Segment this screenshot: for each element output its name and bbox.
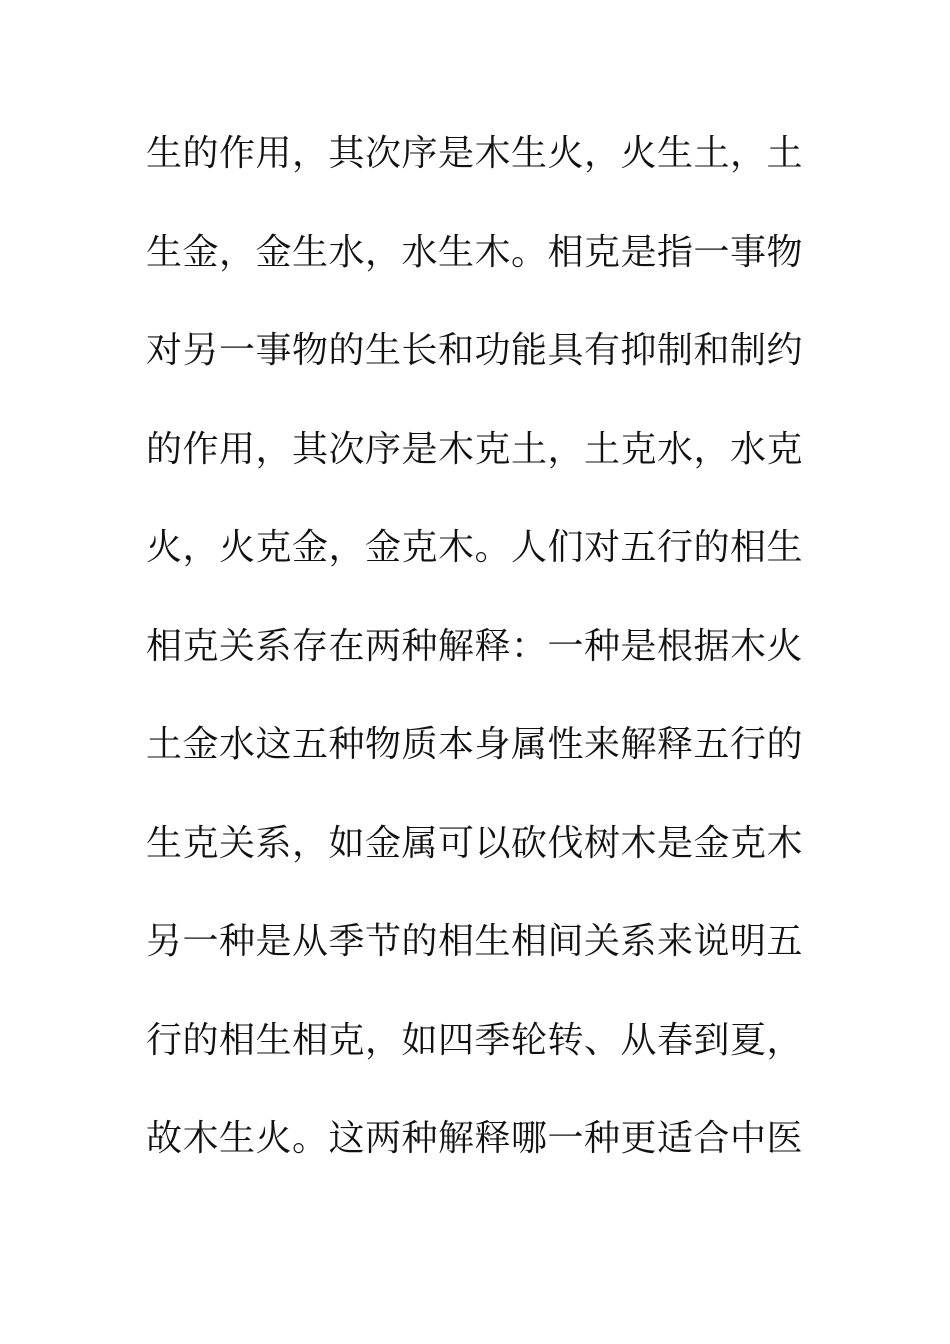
text-line: 的作用，其次序是木克土，土克水，水克 [146, 428, 804, 470]
text-line: 相克关系存在两种解释：一种是根据木火 [146, 625, 804, 667]
text-line: 生的作用，其次序是木生火，火生土，土 [146, 133, 804, 174]
body-text [146, 126, 816, 1210]
text-line: 火，火克金，金克木。人们对五行的相生 [146, 527, 804, 568]
text-line: 生克关系，如金属可以砍伐树木是金克木 [146, 822, 804, 864]
text-line: 生金，金生水，水生木。相克是指一事物 [146, 231, 804, 273]
text-line: 土金水这五种物质本身属性来解释五行的 [146, 724, 804, 765]
text-line: 对另一事物的生长和功能具有抑制和制约 [146, 330, 804, 371]
text-line: 行的相生相克，如四季轮转、从春到夏， [146, 1019, 804, 1061]
text-line: 故木生火。这两种解释哪一种更适合中医 [146, 1118, 804, 1159]
text-line: 另一种是从季节的相生相间关系来说明五 [146, 921, 804, 962]
